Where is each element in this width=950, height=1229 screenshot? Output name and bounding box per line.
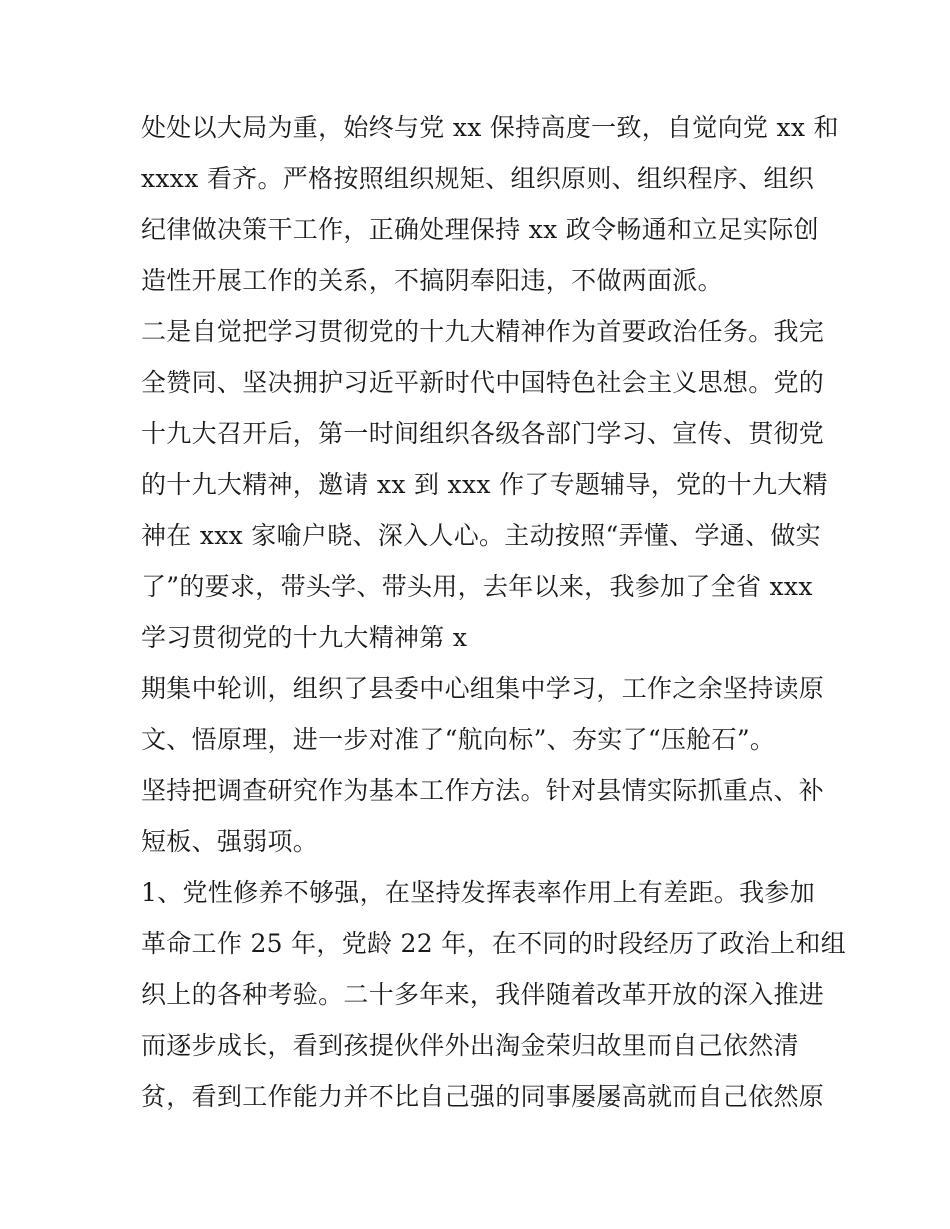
text-line: 造性开展工作的关系，不搞阴奉阳违，不做两面派。 <box>141 266 723 295</box>
text-line: 学习贯彻党的十九大精神第 x <box>141 623 468 652</box>
text-line: 期集中轮训，组织了县委中心组集中学习，工作之余坚持读原 <box>141 674 825 703</box>
text-line: 纪律做决策干工作，正确处理保持 xx 政令畅通和立足实际创 <box>141 215 819 244</box>
text-line: 革命工作 25 年，党龄 22 年，在不同的时段经历了政治上和组 <box>141 929 847 958</box>
text-line: 贫，看到工作能力并不比自己强的同事屡屡高就而自己依然原 <box>141 1082 825 1111</box>
text-line: 全赞同、坚决拥护习近平新时代中国特色社会主义思想。党的 <box>141 368 825 397</box>
text-line: 坚持把调查研究作为基本工作方法。针对县情实际抓重点、补 <box>141 776 825 805</box>
text-line: 二是自觉把学习贯彻党的十九大精神作为首要政治任务。我完 <box>141 317 825 346</box>
text-line: 十九大召开后，第一时间组织各级各部门学习、宣传、贯彻党 <box>141 419 825 448</box>
text-line: 1、党性修养不够强，在坚持发挥表率作用上有差距。我参加 <box>141 878 816 907</box>
text-line: 了”的要求，带头学、带头用，去年以来，我参加了全省 xxx <box>141 572 813 601</box>
text-line: 织上的各种考验。二十多年来，我伴随着改革开放的深入推进 <box>141 980 825 1009</box>
text-line: 处处以大局为重，始终与党 xx 保持高度一致，自觉向党 xx 和 <box>141 113 839 142</box>
text-line: 短板、强弱项。 <box>141 827 319 856</box>
text-line: 文、悟原理，进一步对准了“航向标”、夯实了“压舱石”。 <box>141 725 776 754</box>
text-line: 神在 xxx 家喻户晓、深入人心。主动按照“弄懂、学通、做实 <box>141 521 821 550</box>
document-body <box>141 102 847 1122</box>
text-line: 的十九大精神，邀请 xx 到 xxx 作了专题辅导，党的十九大精 <box>141 470 828 499</box>
text-line: xxxx 看齐。严格按照组织规矩、组织原则、组织程序、组织 <box>141 164 815 193</box>
text-line: 而逐步成长，看到孩提伙伴外出淘金荣归故里而自己依然清 <box>141 1031 799 1060</box>
